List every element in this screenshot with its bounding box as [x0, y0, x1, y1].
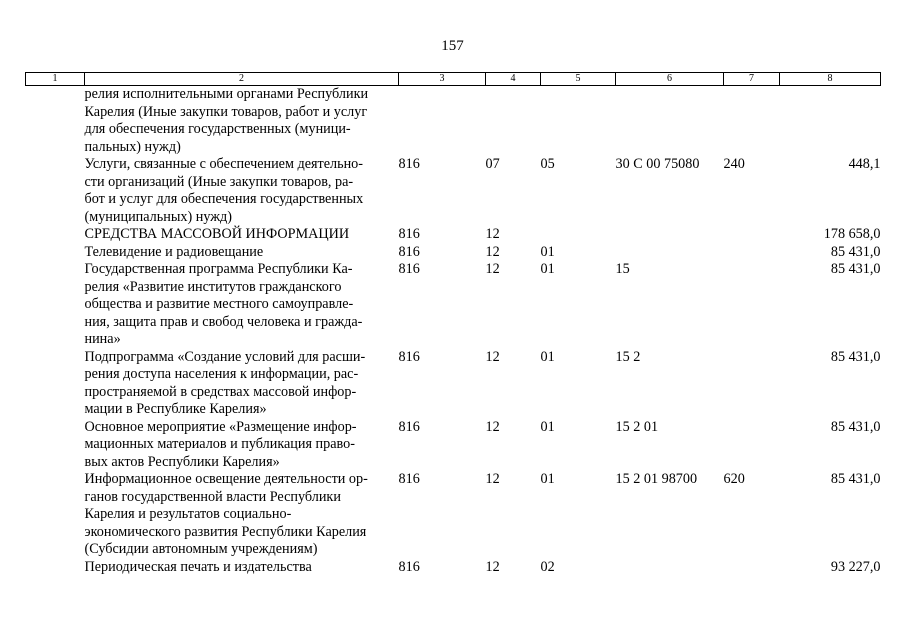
row-target-item-cell: 15 — [615, 261, 630, 277]
page-number: 157 — [441, 38, 464, 54]
row-name-line: СРЕДСТВА МАССОВОЙ ИНФОРМАЦИИ — [84, 226, 350, 242]
row-sum-cell: 85 431,0 — [830, 418, 881, 435]
row-sum-cell: 93 227,0 — [830, 558, 881, 575]
header-col-4: 4 — [486, 73, 541, 86]
row-name-line: мации в Республике Карелия» — [84, 401, 267, 417]
row-subsection-cell — [541, 86, 616, 157]
row-name-line: сти организаций (Иные закупки товаров, ра- — [84, 173, 354, 190]
budget-table — [25, 72, 881, 576]
table-row — [26, 471, 881, 559]
row-name-cell — [85, 261, 399, 349]
row-name-line: (муниципальных) нужд) — [84, 208, 232, 225]
row-name-cell — [85, 156, 399, 226]
row-subsection-cell: 01 — [540, 243, 555, 260]
table-row — [26, 419, 881, 472]
header-col-5: 5 — [541, 73, 616, 86]
table-row — [26, 559, 881, 577]
row-target-item-cell: 15 2 01 98700 — [615, 471, 698, 487]
row-number-cell — [26, 559, 85, 577]
row-name-line: Карелия (Иные закупки товаров, работ и услуг — [84, 103, 368, 120]
row-ved-cell: 816 — [398, 418, 420, 435]
table-row — [26, 226, 881, 244]
row-name-line: для обеспечения государственных (муници- — [84, 121, 351, 137]
row-name-line: общества и развитие местного самоуправле- — [84, 296, 354, 312]
row-subsection-cell: 01 — [540, 418, 555, 435]
row-expense-type-cell — [724, 244, 780, 262]
row-subsection-cell: 05 — [540, 156, 555, 172]
row-number-cell — [26, 244, 85, 262]
row-number-cell — [26, 86, 85, 157]
row-section-cell: 12 — [485, 348, 500, 365]
row-subsection-cell — [541, 226, 616, 244]
header-col-3: 3 — [399, 73, 486, 86]
row-section-cell: 12 — [485, 471, 500, 487]
row-ved-cell: 816 — [398, 156, 420, 172]
row-subsection-cell: 01 — [540, 471, 555, 487]
row-name-line: Государственная программа Республики Ка- — [84, 261, 353, 277]
row-number-cell — [26, 471, 85, 559]
row-sum-cell: 85 431,0 — [830, 348, 881, 365]
header-col-7: 7 — [724, 73, 780, 86]
table-row — [26, 86, 881, 157]
row-name-line: Услуги, связанные с обеспечением деятельно- — [84, 156, 364, 172]
row-name-line: бот и услуг для обеспечения государственных — [84, 191, 364, 207]
row-target-item-cell: 15 2 — [615, 348, 641, 365]
row-subsection-cell: 02 — [540, 558, 555, 575]
row-section-cell: 12 — [485, 243, 500, 260]
row-name-line: пространяемой в средствах массовой инфор- — [84, 383, 357, 400]
row-name-line: ганов государственной власти Республики — [84, 488, 341, 505]
row-sum-cell: 85 431,0 — [830, 471, 881, 487]
header-col-2: 2 — [85, 73, 399, 86]
row-name-line: Основное мероприятие «Размещение инфор- — [84, 418, 357, 435]
row-name-cell — [85, 471, 399, 559]
row-ved-cell: 816 — [398, 261, 420, 277]
row-target-item-cell: 30 С 00 75080 — [615, 156, 700, 172]
row-name-line: Периодическая печать и издательства — [84, 558, 312, 575]
row-ved-cell — [399, 86, 486, 157]
row-number-cell — [26, 226, 85, 244]
row-target-item-cell — [616, 86, 724, 157]
row-expense-type-cell — [724, 559, 780, 577]
row-expense-type-cell — [724, 226, 780, 244]
row-section-cell: 12 — [485, 418, 500, 435]
row-section-cell — [486, 86, 541, 157]
row-expense-type-cell — [724, 261, 780, 349]
row-name-line: (Субсидии автономным учреждениям) — [84, 541, 318, 557]
row-name-line: Телевидение и радиовещание — [84, 243, 264, 260]
row-expense-type-cell: 620 — [723, 471, 745, 487]
row-expense-type-cell — [724, 86, 780, 157]
row-expense-type-cell — [724, 419, 780, 472]
table-row — [26, 261, 881, 349]
header-row — [26, 73, 881, 86]
row-ved-cell: 816 — [398, 471, 420, 487]
row-sum-cell: 448,1 — [848, 156, 881, 172]
row-target-item-cell — [616, 244, 724, 262]
header-col-1: 1 — [26, 73, 85, 86]
row-name-cell — [85, 86, 399, 157]
row-expense-type-cell — [724, 349, 780, 419]
row-name-line: Информационное освещение деятельности ор- — [84, 471, 368, 487]
table-row — [26, 244, 881, 262]
row-target-item-cell — [616, 226, 724, 244]
row-target-item-cell: 15 2 01 — [615, 418, 659, 435]
row-name-line: релия исполнительными органами Республики — [84, 86, 369, 102]
row-name-line: рения доступа населения к информации, рас- — [84, 366, 359, 382]
row-ved-cell: 816 — [398, 243, 420, 260]
header-col-6: 6 — [616, 73, 724, 86]
row-section-cell: 12 — [485, 261, 500, 277]
row-number-cell — [26, 419, 85, 472]
row-name-line: релия «Развитие институтов гражданского — [84, 278, 342, 295]
row-number-cell — [26, 261, 85, 349]
row-subsection-cell: 01 — [540, 261, 555, 277]
row-sum-cell: 85 431,0 — [830, 261, 881, 277]
row-name-cell — [85, 226, 399, 244]
row-name-cell — [85, 244, 399, 262]
row-name-line: пальных) нужд) — [84, 138, 181, 155]
row-sum-cell: 85 431,0 — [830, 243, 881, 260]
row-name-line: экономического развития Республики Карелия — [84, 523, 367, 540]
row-name-cell — [85, 419, 399, 472]
row-ved-cell: 816 — [398, 348, 420, 365]
row-name-line: вых актов Республики Карелия» — [84, 453, 280, 470]
row-ved-cell: 816 — [398, 226, 420, 242]
row-name-line: мационных материалов и публикация право- — [84, 436, 355, 452]
row-number-cell — [26, 156, 85, 226]
row-name-line: Карелия и результатов социально- — [84, 506, 292, 522]
row-number-cell — [26, 349, 85, 419]
row-name-line: нина» — [84, 331, 121, 347]
row-name-line: Подпрограмма «Создание условий для расши- — [84, 348, 366, 365]
row-name-line: ния, защита прав и свобод человека и гражда- — [84, 313, 363, 330]
table-row — [26, 349, 881, 419]
row-ved-cell: 816 — [398, 558, 420, 575]
row-subsection-cell: 01 — [540, 348, 555, 365]
row-section-cell: 07 — [485, 156, 500, 172]
header-col-8: 8 — [780, 73, 881, 86]
row-target-item-cell — [616, 559, 724, 577]
row-name-cell — [85, 559, 399, 577]
row-sum-cell: 178 658,0 — [823, 226, 881, 242]
row-section-cell: 12 — [485, 226, 500, 242]
table-body — [26, 86, 881, 577]
row-sum-cell — [780, 86, 881, 157]
row-name-cell — [85, 349, 399, 419]
row-expense-type-cell: 240 — [723, 156, 745, 172]
table-row — [26, 156, 881, 226]
row-section-cell: 12 — [485, 558, 500, 575]
